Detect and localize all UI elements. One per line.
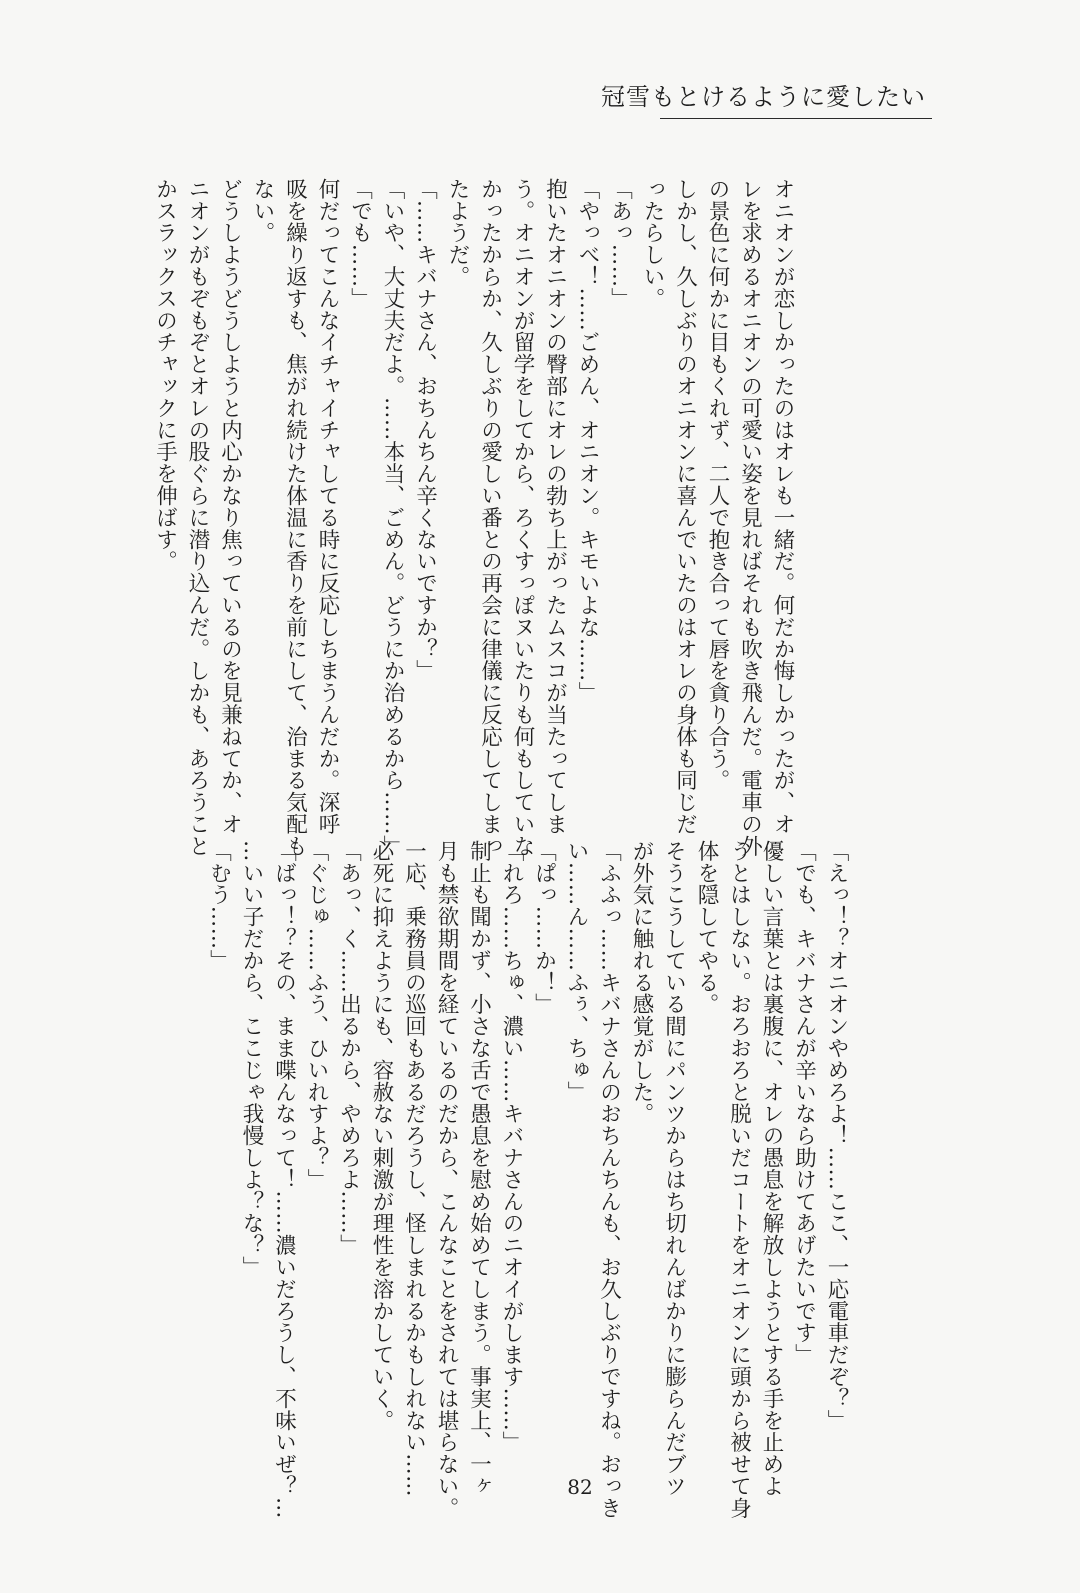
text-line: が外気に触れる感覚がした。: [629, 840, 654, 1125]
text-line: 「ばっ！？その、まま喋んなって！……濃いだろうし、不味いぜ？…: [271, 840, 297, 1519]
text-line: 「あっ、く……出るから、やめろよ……」: [336, 840, 362, 1257]
text-line: 月も禁欲期間を経ているのだから、こんなことをされては堪らない。: [434, 840, 459, 1519]
text-line: 「やっべ！……ごめん、オニオン。キモいよな……」: [575, 178, 600, 704]
text-line: そうこうしている間にパンツからはち切れんばかりに膨らんだブツ: [661, 840, 687, 1497]
text-line: どうしようどうしようと内心かなり焦っているのを見兼ねてか、オ: [217, 178, 243, 835]
text-line: 「ぐじゅ……ふう、ひいれすよ？」: [304, 840, 329, 1191]
text-line: 必死に抑えようにも、容赦ない刺激が理性を溶かしていく。: [369, 840, 394, 1432]
text-line: レを求めるオニオンの可愛い姿を見ればそれも吹き飛んだ。電車の外: [737, 178, 763, 857]
text-line: 「れろ……ちゅ、濃い……キバナさんのニオイがします……」: [499, 840, 524, 1454]
text-line: ったらしい。: [640, 178, 665, 310]
text-line: 制止も聞かず、小さな舌で愚息を慰め始めてしまう。事実上、一ヶ: [466, 840, 492, 1497]
page-number: 82: [567, 1475, 593, 1499]
running-header: [601, 82, 932, 112]
text-line: 抱いたオニオンの臀部にオレの勃ち上がったムスコが当たってしま: [542, 178, 568, 835]
header-rule: [660, 118, 932, 119]
text-line: ない。: [250, 178, 275, 244]
text-line: 「……キバナさん、おちんちん辛くないですか？」: [412, 178, 438, 682]
text-line: 体を隠してやる。: [694, 840, 719, 1016]
text-line: しかし、久しぶりのオニオンに喜んでいたのはオレの身体も同じだ: [672, 178, 698, 835]
text-line: 「ぱっ……か！」: [531, 840, 557, 1016]
text-line: 優しい言葉とは裏腹に、オレの愚息を解放しようとする手を止めよ: [759, 840, 784, 1497]
text-line: ニオンがもぞもぞとオレの股ぐらに潜り込んだ。しかも、あろうこと: [185, 178, 210, 857]
text-line: …いい子だから、ここじゃ我慢しよ？な？」: [239, 840, 264, 1278]
text-line: 「でも……」: [347, 178, 373, 310]
text-line: 「むう……」: [206, 840, 232, 972]
text-line: 一応、乗務員の巡回もあるだろうし、怪しまれるかもしれない……: [401, 840, 427, 1497]
text-line: かスラックスのチャックに手を伸ばす。: [152, 178, 178, 573]
text-line: う。オニオンが留学をしてから、ろくすっぽヌいたりも何もしていな: [510, 178, 535, 857]
text-line: 「いや、大丈夫だよ。……本当、ごめん。どうにか治めるから……」: [380, 178, 405, 857]
text-line: かったからか、久しぶりの愛しい番との再会に律儀に反応してしまっ: [477, 178, 503, 857]
text-line: い……ん……ふぅ、ちゅ」: [564, 840, 589, 1103]
text-line: 「ふふっ……キバナさんのおちんちんも、お久しぶりですね。おっき: [596, 840, 622, 1519]
text-line: うとはしない。おろおろと脱いだコートをオニオンに頭から被せて身: [726, 840, 752, 1519]
book-title: 冠雪もとけるように愛したい: [601, 83, 926, 111]
text-line: 吸を繰り返すも、焦がれ続けた体温に香りを前にして、治まる気配も: [282, 178, 308, 857]
text-line: の景色に何かに目もくれず、二人で抱き合って唇を貪り合う。: [705, 178, 730, 792]
text-line: 何だってこんなイチャイチャしてる時に反応しちまうんだか。深呼: [315, 178, 340, 835]
text-line: オニオンが恋しかったのはオレも一緒だ。何だか悔しかったが、オ: [770, 178, 795, 835]
text-line: 「えっ！？オニオンやめろよ！……ここ、一応電車だぞ？」: [824, 840, 849, 1432]
text-line: 「でも、キバナさんが辛いなら助けてあげたいです」: [791, 840, 817, 1366]
text-line: たようだ。: [445, 178, 470, 288]
upper-text-block: [152, 178, 798, 857]
text-line: 「あっ……」: [607, 178, 633, 310]
